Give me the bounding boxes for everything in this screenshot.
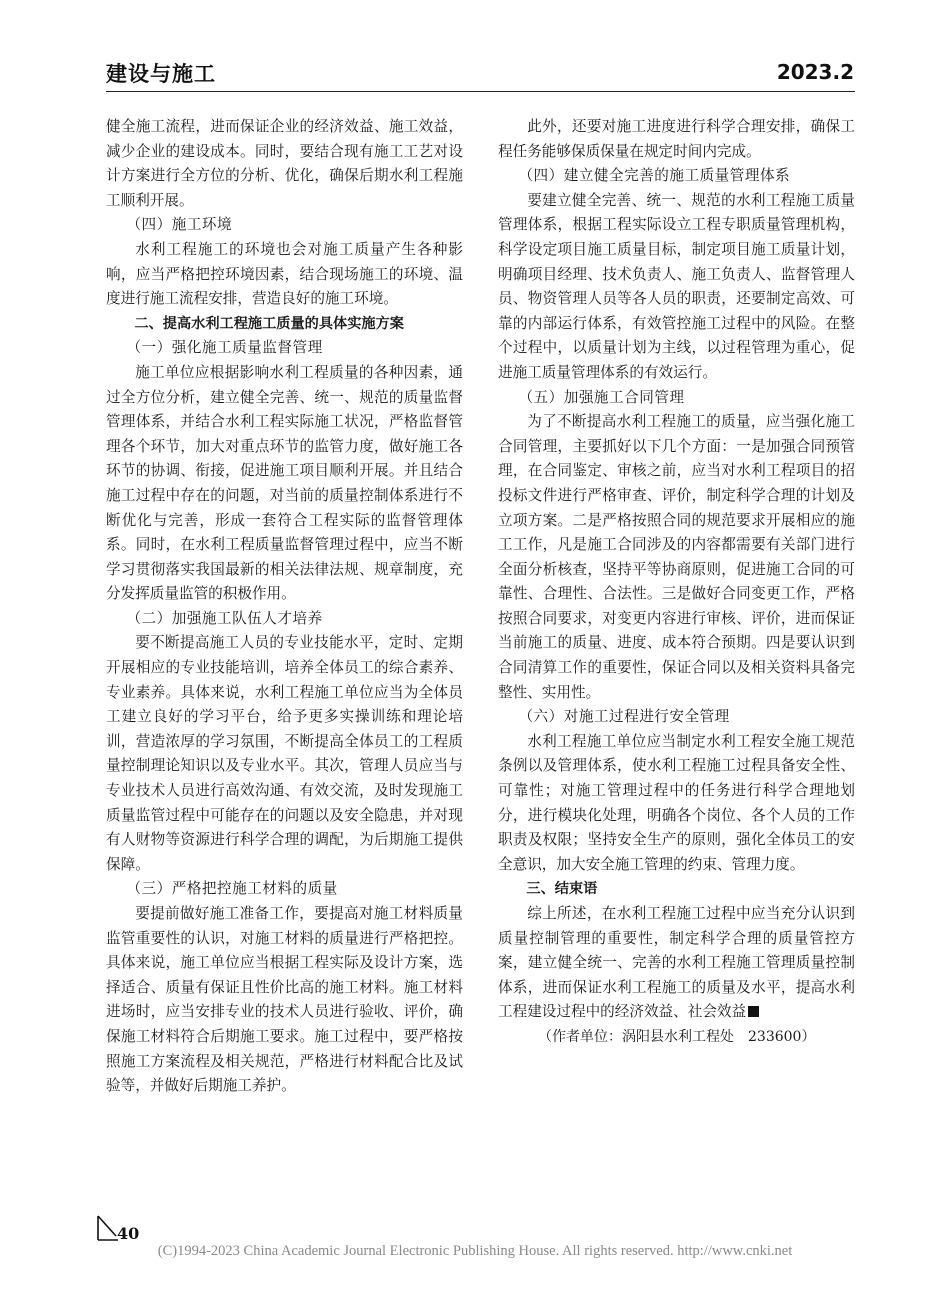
paragraph: 水利工程施工的环境也会对施工质量产生各种影响，应当严格把控环境因素，结合现场施工的环境、温度进行施工流程安排，营造良好的施工环境。	[106, 240, 463, 308]
paragraph: 施工单位应根据影响水利工程质量的各种因素，通过全方位分析，建立健全完善、统一、规范的质量监督管理体系，并结合水利工程实际施工状况，严格监督管理各个环节，加大对重点环节的监管力度，做好施工各环节的协调、衔接，促进施工项目顺利开展。并且结合施工过程中存在的问题，对当前的质量控制体系进行不断优化与完善，形成一套符合工程实际的监督管理体系。同时，在水利工程质量监督管理过程中，应当不断学习贯彻落实我国最新的相关法律法规、规章制度，充分发挥质量监管的积极作用。	[106, 363, 463, 603]
copyright-line: (C)1994-2023 China Academic Journal Electronic Publishing House. All rights reserved. http://www.cnki.net	[157, 1243, 793, 1259]
paragraph-conclusion	[498, 902, 855, 1025]
end-mark-icon	[748, 1006, 759, 1017]
conclusion-text: 综上所述，在水利工程施工过程中应当充分认识到质量控制管理的重要性，制定科学合理的质量管控方案，建立健全统一、完善的水利工程施工管理质量控制体系，进而保证水利工程施工的质量及水平，提高水利工程建设过程中的经济效益、社会效益	[498, 905, 855, 1021]
subheading-environment: （四）施工环境	[126, 216, 233, 234]
paragraph: 要提前做好施工准备工作，要提高对施工材料质量监管重要性的认识，对施工材料的质量进行严格把控。具体来说，施工单位应当根据工程实际及设计方案，选择适合、质量有保证且性价比高的施工材料。施工材料进场时，应当安排专业的技术人员进行验收、评价，确保施工材料符合后期施工要求。施工过程中，要严格按照施工方案流程及相关规范，严格进行材料配合比及试验等，并做好后期施工养护。	[106, 905, 463, 1095]
right-column	[498, 115, 855, 1050]
subheading-supervision: （一）强化施工质量监督管理	[126, 339, 323, 357]
paragraph-continuation: 健全施工流程，进而保证企业的经济效益、施工效益，减少企业的建设成本。同时，要结合现有施工工艺对设计方案进行全方位的分析、优化，确保后期水利工程施工顺利开展。	[106, 118, 463, 209]
section-heading-3: 三、结束语	[526, 881, 598, 898]
author-affiliation: （作者单位：涡阳县水利工程处 233600）	[538, 1028, 816, 1045]
paragraph: 为了不断提高水利工程施工的质量，应当强化施工合同管理，主要抓好以下几个方面：一是加强合同预管理，在合同鉴定、审核之前，应当对水利工程项目的招投标文件进行严格审查、评价，制定科学合理的计划及立项方案。二是严格按照合同的规范要求开展相应的施工工作，凡是施工合同涉及的内容都需要有关部门进行全面分析核查，坚持平等协商原则，促进施工合同的可靠性、合理性、合法性。三是做好合同变更工作，严格按照合同要求，对变更内容进行审核、评价，进而保证当前施工的质量、进度、成本符合预期。四是要认识到合同清算工作的重要性，保证合同以及相关资料具备完整性、实用性。	[498, 413, 855, 701]
subheading-contract: （五）加强施工合同管理	[518, 388, 685, 406]
paragraph: 此外，还要对施工进度进行科学合理安排，确保工程任务能够保质保量在规定时间内完成。	[498, 118, 855, 160]
header-rule	[106, 91, 855, 92]
section-heading-2: 二、提高水利工程施工质量的具体实施方案	[134, 315, 404, 332]
subheading-quality-system: （四）建立健全完善的施工质量管理体系	[518, 167, 791, 185]
journal-header-title: 建设与施工	[106, 62, 216, 86]
left-column	[106, 115, 463, 1099]
subheading-materials: （三）严格把控施工材料的质量	[126, 880, 338, 898]
subheading-safety: （六）对施工过程进行安全管理	[518, 708, 730, 726]
subheading-talent: （二）加强施工队伍人才培养	[126, 609, 323, 627]
paragraph: 要不断提高施工人员的专业技能水平，定时、定期开展相应的专业技能培训，培养全体员工的综合素养、专业素养。具体来说，水利工程施工单位应当为全体员工建立良好的学习平台，给予更多实操训练和理论培训，营造浓厚的学习氛围，不断提高全体员工的工程质量控制理论知识以及专业水平。其次，管理人员应当与专业技术人员进行高效沟通、有效交流，及时发现施工质量监管过程中可能存在的问题以及安全隐患，并对现有人财物等资源进行科学合理的调配，为后期施工提供保障。	[106, 634, 463, 873]
issue-date: 2023.2	[776, 60, 854, 84]
paragraph: 水利工程施工单位应当制定水利工程安全施工规范条例以及管理体系，使水利工程施工过程具备安全性、可靠性；对施工管理过程中的任务进行科学合理地划分，进行模块化处理，明确各个岗位、各个人员的工作职责及权限；坚持安全生产的原则，强化全体员工的安全意识，加大安全施工管理的约束、管理力度。	[498, 732, 855, 873]
paragraph: 要建立健全完善、统一、规范的水利工程施工质量管理体系，根据工程实际设立工程专职质量管理机构，科学设定项目施工质量目标，制定项目施工质量计划，明确项目经理、技术负责人、施工负责人、监督管理人员、物资管理人员等各人员的职责，还要制定高效、可靠的内部运行体系，有效管控施工过程中的风险。在整个过程中，以质量计划为主线，以过程管理为重心，促进施工质量管理体系的有效运行。	[498, 191, 855, 381]
page-number: 40	[117, 1224, 140, 1243]
